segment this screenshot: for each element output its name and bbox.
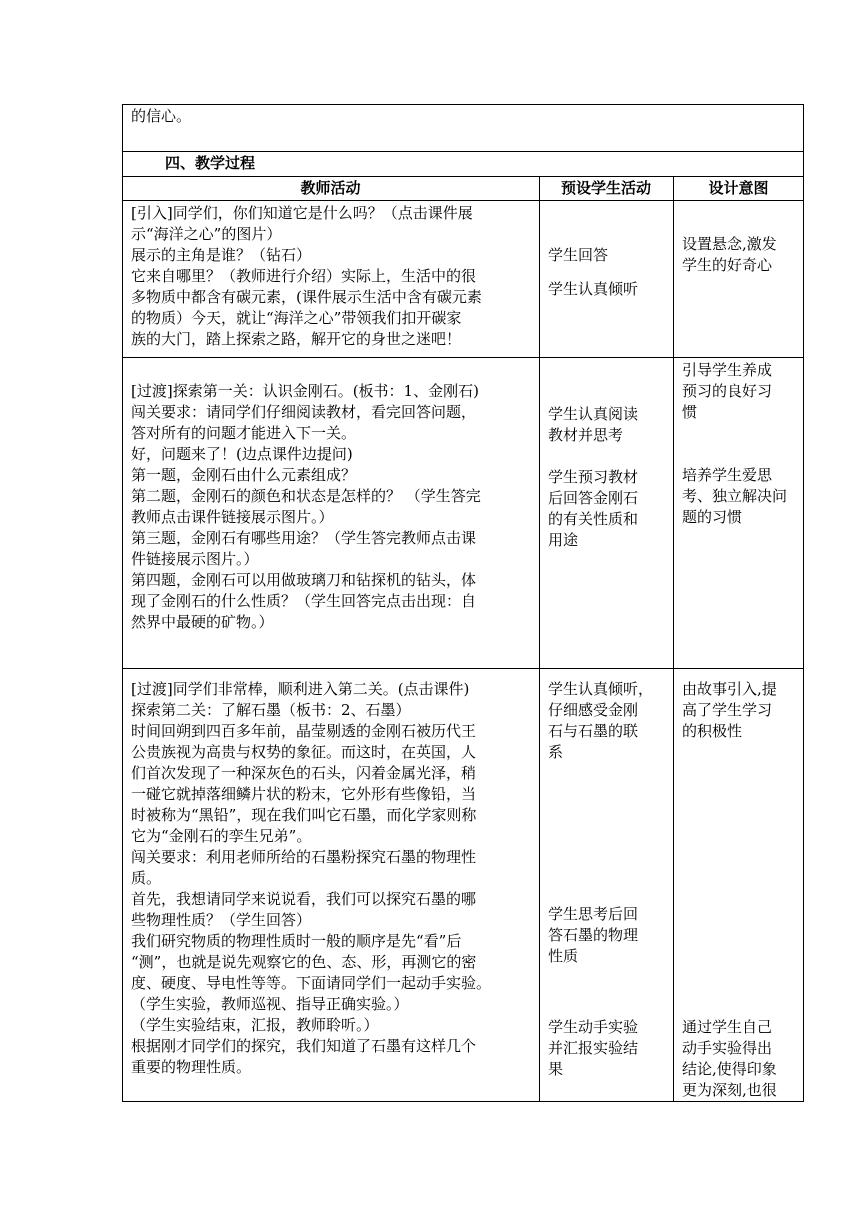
text-line <box>548 446 638 467</box>
column-divider-2 <box>673 176 674 1102</box>
text-line: 学生认真阅读 <box>548 405 639 423</box>
text-line: 闯关要求：利用老师所给的石墨粉探究石墨的物理性 <box>131 848 477 866</box>
text-line: 结论,使得印象 <box>682 1060 777 1078</box>
text-line: 质。 <box>131 869 162 887</box>
text-line: 第三题，金刚石有哪些用途？（学生答完教师点击课 <box>131 529 477 547</box>
text-line: 现了金刚石的什么性质？（学生回答完点击出现：自 <box>131 592 477 610</box>
header-student-activity: 预设学生活动 <box>560 179 651 197</box>
text-line: 第一题，金刚石由什么元素组成？ <box>131 466 357 484</box>
text-line: （学生实验结束，汇报，教师聆听。） <box>131 1016 379 1034</box>
text-line: 学生动手实验 <box>548 1018 639 1036</box>
text-line: 更为深刻,也很 <box>682 1081 777 1099</box>
header-divider <box>122 200 804 201</box>
text-line: [过渡]同学们非常棒，顺利进入第二关。(点击课件) <box>131 680 470 698</box>
text-line: [引入]同学们，你们知道它是什么吗？（点击课件展 <box>131 204 473 222</box>
text-line: 的物质）今天，就让“海洋之心”带领我们扣开碳家 <box>131 309 462 327</box>
text-line: [过渡]探索第一关：认识金刚石。(板书：1、金刚石) <box>131 382 479 400</box>
row3-design-text-a <box>682 679 777 742</box>
text-line: 系 <box>548 743 564 761</box>
text-line: 第四题，金刚石可以用做玻璃刀和钻探机的钻头，体 <box>131 571 477 589</box>
text-line: 通过学生自己 <box>682 1018 773 1036</box>
text-line: 教材并思考 <box>548 426 624 444</box>
text-line: 时间回朔到四百多年前，晶莹剔透的金刚石被历代王 <box>131 722 477 740</box>
text-line: 闯关要求：请同学们仔细阅读教材，看完回答问题， <box>131 403 477 421</box>
row3-student-text-b <box>548 904 638 967</box>
text-line: 用途 <box>548 531 579 549</box>
section-title: 四、教学过程 <box>165 154 256 172</box>
text-line: （学生实验，教师巡视、指导正确实验。） <box>131 995 409 1013</box>
text-line: 示“海洋之心”的图片） <box>131 225 282 243</box>
text-line: 学生认真倾听 <box>548 280 639 298</box>
text-line: 考、独立解决问 <box>682 487 788 505</box>
text-line: 第二题，金刚石的颜色和状态是怎样的？ （学生答完 <box>131 487 481 505</box>
text-line: 族的大门，踏上探索之路，解开它的身世之迷吧！ <box>131 330 462 348</box>
text-line: 我们研究物质的物理性质时一般的顺序是先“看”后 <box>131 932 462 950</box>
text-line: 时被称为“黑铅”，现在我们叫它石墨，而化学家则称 <box>131 806 477 824</box>
text-line: 探索第二关：了解石墨（板书：2、石墨） <box>131 701 411 719</box>
text-line: 然界中最硬的矿物。） <box>131 613 274 631</box>
row1-student-text <box>548 245 638 300</box>
row-divider-2 <box>122 668 804 669</box>
text-line: 预习的良好习 <box>682 382 773 400</box>
text-line: 些物理性质？（学生回答） <box>131 911 312 929</box>
column-divider-1 <box>539 176 540 1102</box>
text-line: 教师点击课件链接展示图片。） <box>131 508 334 526</box>
text-line: 它为“金刚石的孪生兄弟”。 <box>131 827 312 845</box>
text-line: 性质 <box>548 947 579 965</box>
text-line: 答对所有的问题才能进入下一关。 <box>131 424 357 442</box>
text-line <box>682 444 787 465</box>
row1-design-text <box>682 234 777 276</box>
text-line: 学生回答 <box>548 246 609 264</box>
text-line: 多物质中都含有碳元素，(课件展示生活中含有碳元素 <box>131 288 482 306</box>
text-line: 好，问题来了！(边点课件边提问) <box>131 445 353 463</box>
row3-design-text-b <box>682 1017 777 1101</box>
text-line: 重要的物理性质。 <box>131 1058 252 1076</box>
text-line: 学生认真倾听， <box>548 680 654 698</box>
text-line: “测”，也就是说先观察它的色、态、形，再测它的密 <box>131 953 477 971</box>
text-line: 高了学生学习 <box>682 701 773 719</box>
text-line: 仔细感受金刚 <box>548 701 639 719</box>
text-line: 题的习惯 <box>682 508 743 526</box>
text-line: 它来自哪里？（教师进行介绍）实际上，生活中的很 <box>131 267 477 285</box>
row2-teacher-text <box>131 360 481 633</box>
text-line <box>682 423 787 444</box>
row-divider-1 <box>122 357 804 358</box>
text-line: 惯 <box>682 403 698 421</box>
text-line: 的有关性质和 <box>548 510 639 528</box>
text-line: 引导学生养成 <box>682 361 773 379</box>
text-line: 动手实验得出 <box>682 1039 773 1057</box>
text-line <box>131 360 481 381</box>
text-line: 们首次发现了一种深灰色的石头，闪着金属光泽，稍 <box>131 764 477 782</box>
text-line: 并汇报实验结 <box>548 1039 639 1057</box>
text-line: 设置悬念,激发 <box>682 235 777 253</box>
header-teacher-activity: 教师活动 <box>300 179 361 197</box>
text-line: 学生预习教材 <box>548 468 639 486</box>
text-line: 学生的好奇心 <box>682 256 773 274</box>
row3-student-text-a <box>548 679 653 763</box>
text-line: 后回答金刚石 <box>548 489 639 507</box>
text-line: 根据刚才同学们的探究，我们知道了石墨有这样几个 <box>131 1037 477 1055</box>
text-line: 答石墨的物理 <box>548 926 639 944</box>
text-line: 一碰它就掉落细鳞片状的粉末，它外形有些像铅，当 <box>131 785 477 803</box>
intro-text: 的信心。 <box>131 107 192 125</box>
intro-cell <box>122 104 804 152</box>
text-line: 石与石墨的联 <box>548 722 639 740</box>
row2-student-text <box>548 404 638 551</box>
text-line: 学生思考后回 <box>548 905 639 923</box>
text-line: 由故事引入,提 <box>682 680 777 698</box>
text-line: 公贵族视为高贵与权势的象征。而这时，在英国，人 <box>131 743 477 761</box>
text-line: 的积极性 <box>682 722 743 740</box>
text-line: 件链接展示图片。） <box>131 550 259 568</box>
row3-student-text-c <box>548 1017 638 1080</box>
text-line: 果 <box>548 1060 564 1078</box>
text-line: 培养学生爱思 <box>682 466 773 484</box>
text-line: 首先，我想请同学来说说看，我们可以探究石墨的哪 <box>131 890 477 908</box>
row3-teacher-text <box>131 679 491 1078</box>
text-line: 展示的主角是谁？（钻石） <box>131 246 312 264</box>
header-design-intent: 设计意图 <box>708 179 769 197</box>
text-line: 度、硬度、导电性等等。下面请同学们一起动手实验。 <box>131 974 492 992</box>
row1-teacher-text <box>131 203 482 350</box>
row2-design-text <box>682 360 787 528</box>
